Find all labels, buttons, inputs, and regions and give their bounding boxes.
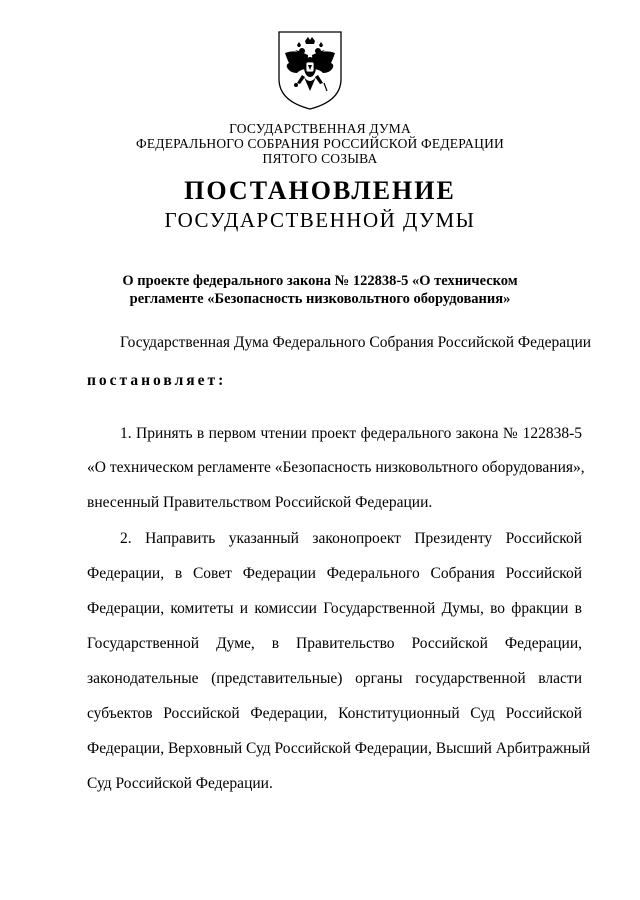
item-2-line-1: 2. Направить указанный законопроект Президенту Российской	[120, 530, 582, 547]
preamble-text: Государственная Дума Федерального Собрания Российской Федерации	[120, 334, 592, 351]
document-title: ПОСТАНОВЛЕНИЕ	[184, 176, 456, 205]
item-2-line-4: Государственной Думе, в Правительство Российской Федерации,	[87, 635, 582, 652]
subject-line-1: О проекте федерального закона № 122838-5 «О техническом	[122, 273, 518, 289]
item-1-line-1: 1. Принять в первом чтении проект федерального закона № 122838-5	[120, 425, 582, 442]
header-line-3: ПЯТОГО СОЗЫВА	[262, 151, 378, 166]
item-1-line-3: внесенный Правительством Российской Федерации.	[87, 494, 433, 511]
item-2-line-5: законодательные (представительные) органы государственной власти	[87, 670, 582, 687]
item-2-line-2: Федерации, в Совет Федерации Федерального Собрания Российской	[87, 565, 582, 582]
header-line-2: ФЕДЕРАЛЬНОГО СОБРАНИЯ РОССИЙСКОЙ ФЕДЕРАЦИИ	[136, 136, 504, 151]
coat-of-arms-emblem	[275, 29, 345, 111]
item-2-line-3: Федерации, комитеты и комиссии Государственной Думы, во фракции в	[87, 600, 582, 617]
item-2-line-6: субъектов Российской Федерации, Конституционный Суд Российской	[87, 705, 582, 722]
subject-heading	[0, 272, 640, 308]
subject-line-2: регламенте «Безопасность низковольтного оборудования»	[129, 291, 511, 307]
item-2-line-7: Федерации, Верховный Суд Российской Федерации, Высший Арбитражный	[87, 740, 591, 757]
item-2-line-8: Суд Российской Федерации.	[87, 775, 273, 792]
resolves-text: постановляет:	[87, 372, 227, 389]
document-subtitle: ГОСУДАРСТВЕННОЙ ДУМЫ	[164, 208, 476, 232]
header-line-1: ГОСУДАРСТВЕННАЯ ДУМА	[229, 121, 411, 136]
item-1-line-2: «О техническом регламенте «Безопасность низковольтного оборудования»,	[87, 459, 585, 476]
